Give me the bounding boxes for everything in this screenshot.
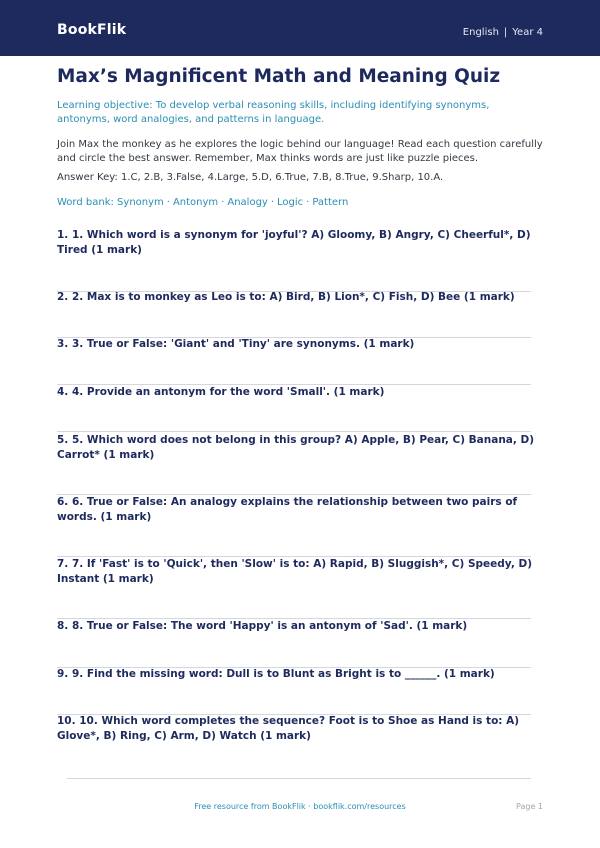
year-label: Year 4	[512, 27, 543, 38]
header-separator: |	[503, 27, 508, 38]
page-number: Page 1	[516, 802, 543, 811]
header-meta	[463, 27, 543, 38]
word-bank-separator: ·	[221, 197, 225, 208]
footer-divider	[67, 778, 531, 779]
question-10: 10. 10. Which word completes the sequence? Foot is to Shoe as Hand is to: A) Glove*, B) Ring, C) Arm, D) Watch (1 mark)	[57, 715, 520, 742]
learning-objective: Learning objective: To develop verbal reasoning skills, including identifying synonyms, antonyms, word analogies, and patterns in language.	[57, 100, 490, 125]
word-bank-separator: ·	[166, 197, 170, 208]
word-bank-item: Synonym	[117, 197, 164, 208]
question-7: 7. 7. If 'Fast' is to 'Quick', then 'Slow' is to: A) Rapid, B) Sluggish*, C) Speedy, D) Instant (1 mark)	[57, 558, 532, 585]
question-4: 4. 4. Provide an antonym for the word 'Small'. (1 mark)	[57, 386, 385, 398]
word-bank-item: Antonym	[172, 197, 219, 208]
footer-credit: Free resource from BookFlik · bookflik.com/resources	[194, 802, 406, 811]
word-bank-separator: ·	[270, 197, 275, 208]
word-bank-separator: ·	[306, 197, 310, 208]
page-title: Max’s Magnificent Math and Meaning Quiz	[57, 66, 501, 87]
word-bank-item: Logic	[277, 197, 304, 208]
question-9: 9. 9. Find the missing word: Dull is to Blunt as Bright is to ______. (1 mark)	[57, 668, 495, 680]
page-header	[0, 0, 600, 56]
word-bank-label: Word bank:	[57, 197, 114, 208]
intro-paragraph: Join Max the monkey as he explores the logic behind our language! Read each question carefully and circle the best answer. Remember, Max thinks words are just like puzzle pieces.	[57, 139, 543, 164]
word-bank	[57, 196, 545, 210]
question-8: 8. 8. True or False: The word 'Happy' is an antonym of 'Sad'. (1 mark)	[57, 620, 468, 632]
question-1: 1. 1. Which word is a synonym for 'joyful'? A) Gloomy, B) Angry, C) Cheerful*, D) Tired (1 mark)	[57, 229, 531, 256]
question-6: 6. 6. True or False: An analogy explains the relationship between two pairs of words. (1 mark)	[57, 496, 518, 523]
question-5: 5. 5. Which word does not belong in this group? A) Apple, B) Pear, C) Banana, D) Carrot* (1 mark)	[57, 434, 535, 461]
brand-logo: BookFlik	[57, 22, 127, 38]
answer-key: Answer Key: 1.C, 2.B, 3.False, 4.Large, 5.D, 6.True, 7.B, 8.True, 9.Sharp, 10.A.	[57, 172, 444, 183]
subject-label: English	[462, 27, 499, 38]
question-3: 3. 3. True or False: 'Giant' and 'Tiny' are synonyms. (1 mark)	[57, 338, 415, 350]
word-bank-item: Analogy	[227, 197, 268, 208]
word-bank-item: Pattern	[312, 197, 349, 208]
question-2: 2. 2. Max is to monkey as Leo is to: A) Bird, B) Lion*, C) Fish, D) Bee (1 mark)	[57, 291, 515, 303]
answer-line	[57, 431, 531, 432]
